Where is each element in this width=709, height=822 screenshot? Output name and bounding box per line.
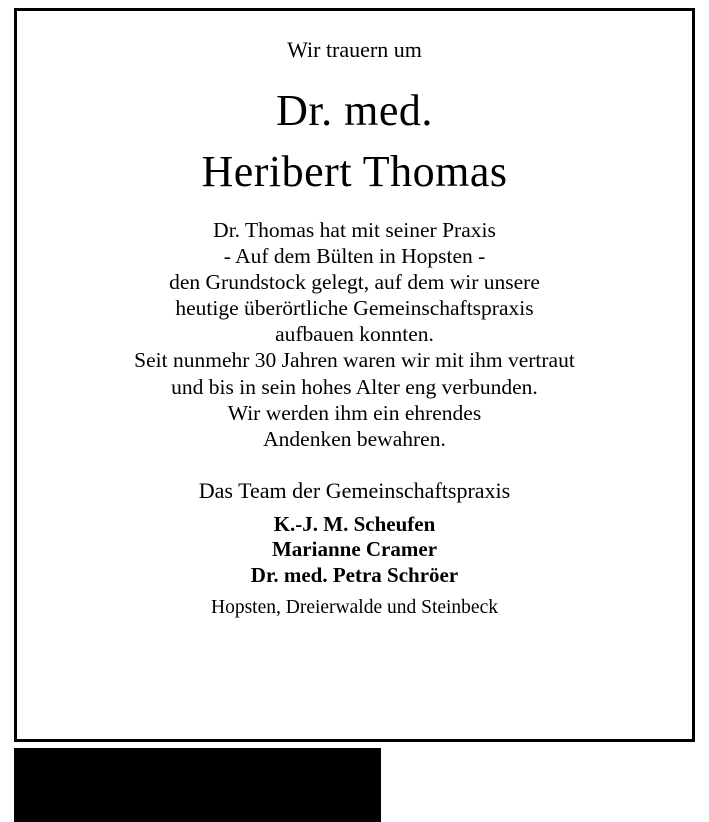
body-line: heutige überörtliche Gemeinschaftspraxis (175, 296, 534, 321)
body-line: - Auf dem Bülten in Hopsten - (223, 243, 486, 268)
body-line: den Grundstock gelegt, auf dem wir unsere (169, 269, 540, 294)
obituary-name: Heribert Thomas (201, 147, 508, 197)
body-line: Dr. Thomas hat mit seiner Praxis (213, 217, 496, 242)
obituary-intro: Wir trauern um (287, 37, 422, 62)
obituary-body (17, 218, 692, 452)
obituary-places: Hopsten, Dreierwalde und Steinbeck (211, 597, 498, 619)
obituary-name-title: Dr. med. (276, 85, 433, 135)
obituary-content (17, 11, 692, 620)
signer-name: Marianne Cramer (271, 537, 438, 562)
body-line: Andenken bewahren. (263, 426, 446, 451)
body-line: Seit nunmehr 30 Jahren waren wir mit ihm vertraut (134, 348, 575, 373)
obituary-team-lead: Das Team der Gemeinschaftspraxis (198, 477, 511, 503)
body-line: und bis in sein hohes Alter eng verbunden. (171, 374, 538, 399)
body-line: Wir werden ihm ein ehrendes (227, 400, 482, 425)
bottom-black-bar (14, 748, 381, 822)
signer-name: Dr. med. Petra Schröer (250, 562, 459, 587)
obituary-signers (17, 512, 692, 588)
signer-name: K.-J. M. Scheufen (273, 511, 436, 536)
body-line: aufbauen konnten. (275, 322, 434, 347)
obituary-card (14, 8, 695, 742)
